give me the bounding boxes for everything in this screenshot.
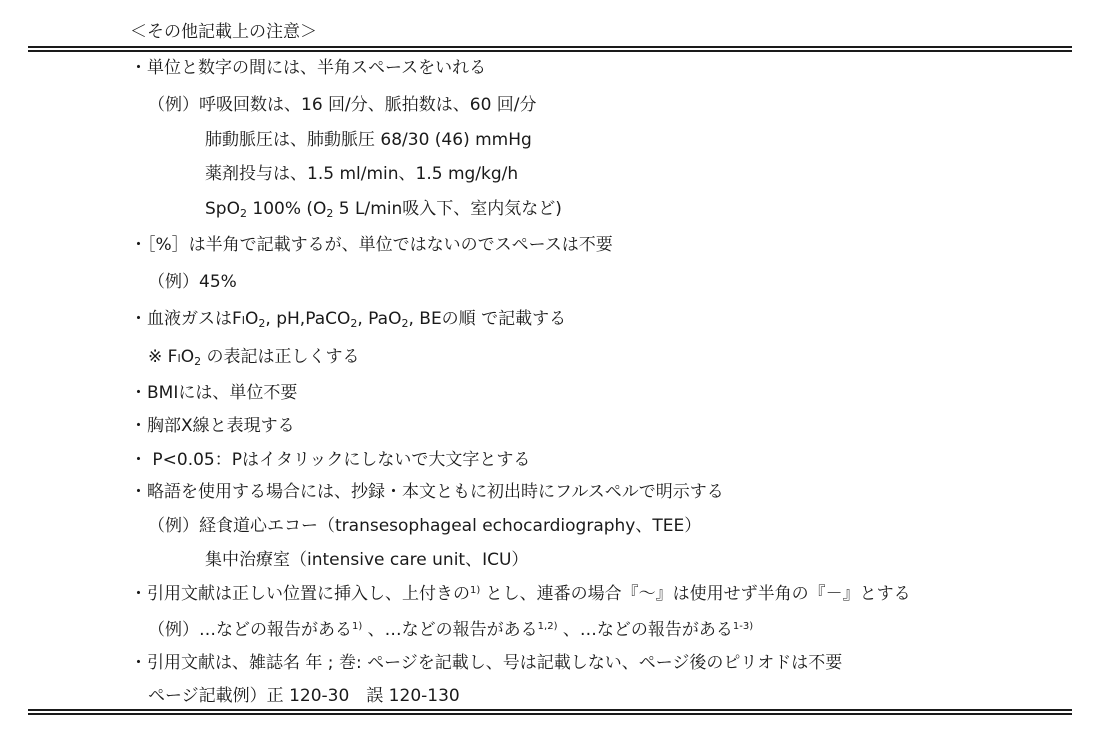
note-bmi: ・BMIには、単位不要 [130, 383, 298, 403]
example-tee: （例）経食道心エコー（transesophageal echocardiography、TEE） [148, 516, 702, 536]
note-citation-position: ・引用文献は正しい位置に挿入し、上付きの$^{1)}$ とし、連番の場合『〜』は使用せず半角の『－』とする [130, 584, 911, 604]
example-vitals: （例）呼吸回数は、16 回/分、脈拍数は、60 回/分 [148, 95, 537, 115]
note-percent: ・［%］は半角で記載するが、単位ではないのでスペースは不要 [130, 235, 613, 255]
note-reference-format: ・引用文献は、雑誌名 年 ; 巻: ページを記載し、号は記載しない、ページ後のピリオドは不要 [130, 653, 843, 673]
example-pulmonary-pressure: 肺動脈圧は、肺動脈圧 68/30 (46) mmHg [205, 130, 532, 150]
example-citations: （例）…などの報告がある$^{1)}$ 、…などの報告がある$^{1,2)}$ 、…などの報告がある$^{1-3)}$ [148, 620, 754, 640]
section-title: ＜その他記載上の注意＞ [130, 22, 317, 42]
note-blood-gas: ・血液ガスは$FIO_2$, pH,PaCO$_2$, PaO$_2$, BEの順 で記載する [130, 309, 567, 330]
note-chest-xray: ・胸部X線と表現する [130, 416, 295, 436]
top-double-rule [28, 46, 1072, 52]
bottom-double-rule [28, 709, 1072, 715]
example-drug-dose: 薬剤投与は、1.5 ml/min、1.5 mg/kg/h [205, 164, 519, 184]
note-units-spacing: ・単位と数字の間には、半角スペースをいれる [130, 58, 487, 78]
example-percent: （例）45% [148, 272, 237, 292]
example-page-format: ページ記載例）正 120-30 誤 120-130 [148, 686, 460, 706]
note-p-value: ・ P<0.05：Pはイタリックにしないで大文字とする [130, 450, 531, 470]
note-abbreviations: ・略語を使用する場合には、抄録・本文ともに初出時にフルスペルで明示する [130, 482, 724, 502]
note-fio2: ※ $FIO_2$ の表記は正しくする [148, 347, 360, 368]
example-spo2: SpO$_2$ 100% ($O_2$ 5 L/min吸入下、室内気など) [205, 199, 562, 220]
example-icu: 集中治療室（intensive care unit、ICU） [205, 550, 529, 570]
